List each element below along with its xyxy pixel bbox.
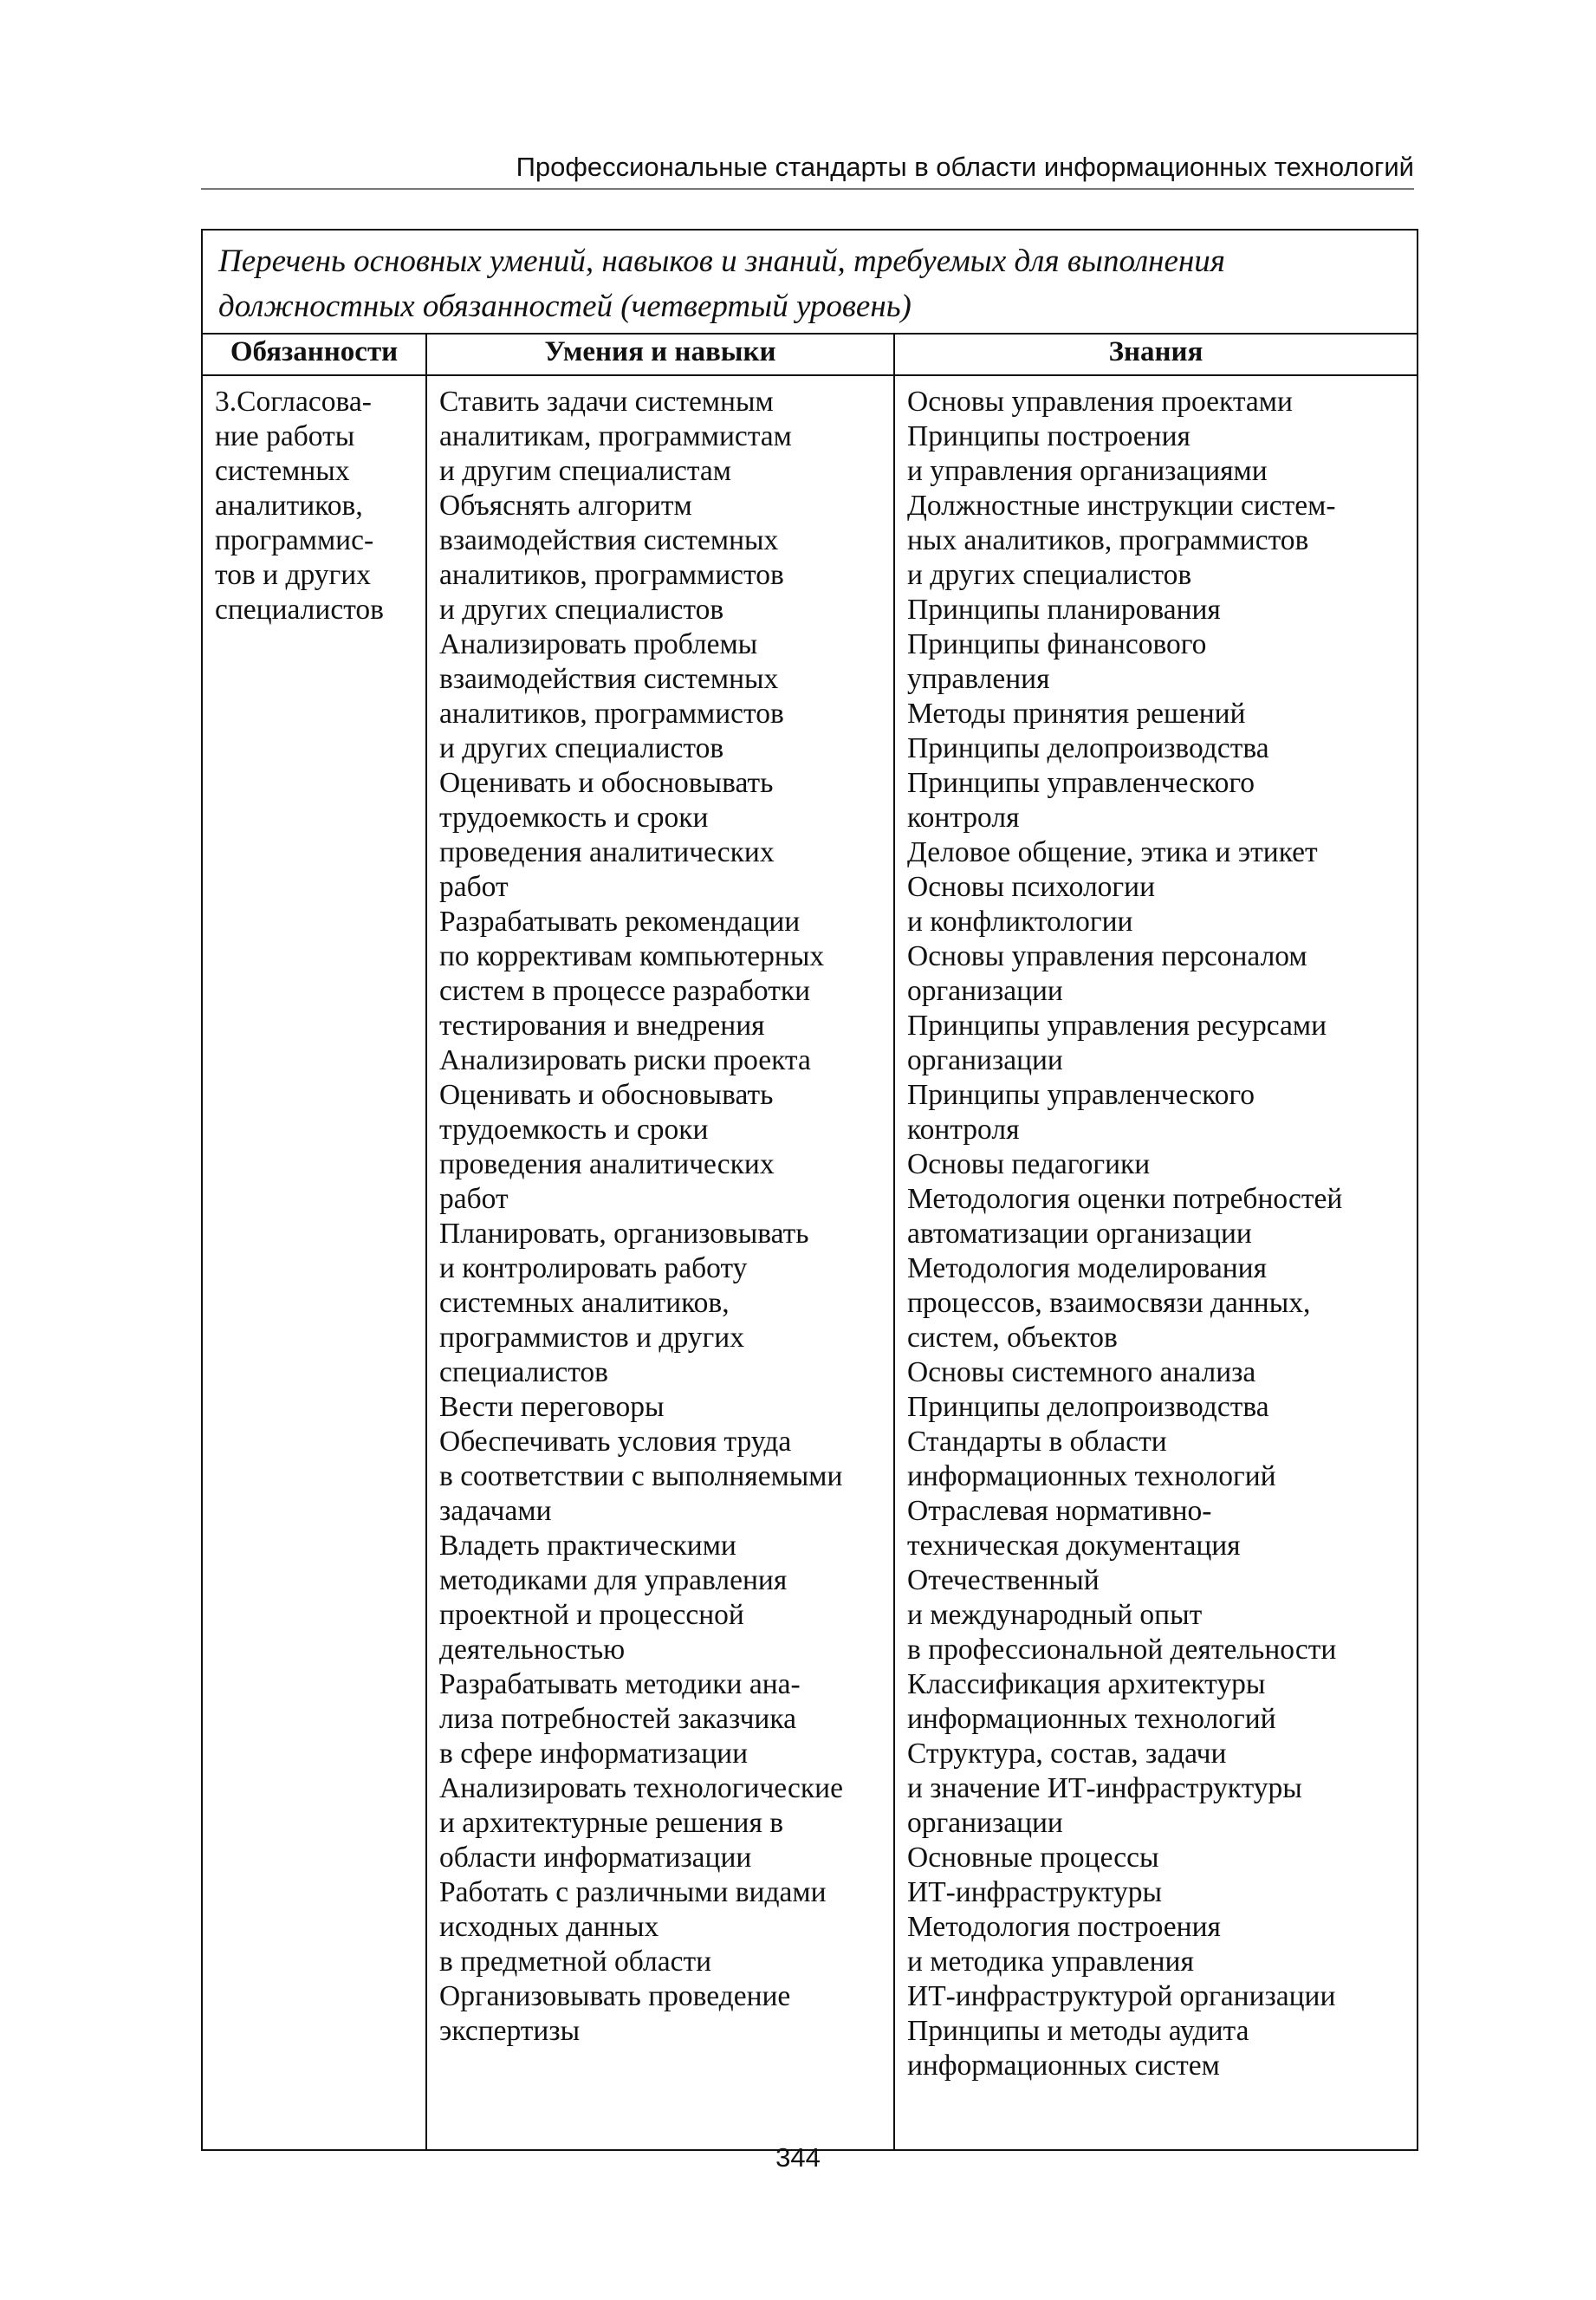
text-line: Принципы и методы аудита bbox=[907, 2015, 1249, 2047]
text-line: по коррективам компьютерных bbox=[439, 940, 825, 972]
text-line: работ bbox=[439, 1183, 509, 1215]
column-header-knowledge: Знания bbox=[894, 334, 1418, 375]
column-header-duties: Обязанности bbox=[202, 334, 426, 375]
skills-cell bbox=[426, 375, 894, 2150]
text-line: аналитикам, программистам bbox=[439, 420, 792, 452]
text-line: программис- bbox=[215, 524, 374, 556]
text-line: Вести переговоры bbox=[439, 1391, 665, 1423]
text-line: Стандарты в области bbox=[907, 1426, 1167, 1458]
text-line: Принципы управленческого bbox=[907, 767, 1255, 799]
text-line: и управления организациями bbox=[907, 455, 1268, 487]
text-line: и архитектурные решения в bbox=[439, 1807, 784, 1839]
text-line: 3.Согласова- bbox=[215, 386, 372, 418]
text-line: Обеспечивать условия труда bbox=[439, 1426, 792, 1458]
text-line: тов и других bbox=[215, 559, 371, 591]
text-line: Основы управления проектами bbox=[907, 386, 1293, 418]
text-line: в сфере информатизации bbox=[439, 1738, 749, 1770]
text-line: области информатизации bbox=[439, 1842, 752, 1874]
text-line: Работать с различными видами bbox=[439, 1876, 827, 1908]
text-line: системных аналитиков, bbox=[439, 1287, 730, 1319]
text-line: и международный опыт bbox=[907, 1599, 1203, 1631]
text-line: Принципы управленческого bbox=[907, 1079, 1255, 1111]
text-line: организации bbox=[907, 975, 1063, 1007]
text-line: системных bbox=[215, 455, 350, 487]
text-line: контроля bbox=[907, 802, 1020, 834]
text-line: Разрабатывать методики ана- bbox=[439, 1668, 801, 1700]
text-line: и других специалистов bbox=[439, 594, 724, 626]
text-line: Основы системного анализа bbox=[907, 1356, 1256, 1388]
text-line: Основы психологии bbox=[907, 871, 1156, 903]
text-line: и других специалистов bbox=[907, 559, 1192, 591]
text-line: Принципы делопроизводства bbox=[907, 732, 1269, 764]
text-line: информационных систем bbox=[907, 2050, 1220, 2082]
text-line: Методы принятия решений bbox=[907, 698, 1246, 730]
text-line: организации bbox=[907, 1044, 1063, 1076]
text-line: специалистов bbox=[439, 1356, 608, 1388]
text-line: методиками для управления bbox=[439, 1564, 788, 1596]
text-line: Оценивать и обосновывать bbox=[439, 767, 774, 799]
header-rule bbox=[201, 188, 1414, 190]
text-line: информационных технологий bbox=[907, 1703, 1276, 1735]
text-line: взаимодействия системных bbox=[439, 663, 779, 695]
text-line: трудоемкость и сроки bbox=[439, 802, 709, 834]
text-line: проведения аналитических bbox=[439, 836, 775, 868]
text-line: Объяснять алгоритм bbox=[439, 490, 692, 522]
column-header-skills: Умения и навыки bbox=[426, 334, 894, 375]
text-line: экспертизы bbox=[439, 2015, 581, 2047]
text-line: ных аналитиков, программистов bbox=[907, 524, 1309, 556]
text-line: Анализировать риски проекта bbox=[439, 1044, 811, 1076]
text-line: Методология построения bbox=[907, 1911, 1221, 1943]
text-line: в предметной области bbox=[439, 1946, 712, 1978]
text-line: Основы педагогики bbox=[907, 1148, 1151, 1180]
text-line: Анализировать проблемы bbox=[439, 628, 758, 660]
text-line: аналитиков, программистов bbox=[439, 559, 784, 591]
text-line: и другим специалистам bbox=[439, 455, 731, 487]
text-line: и значение ИТ-инфраструктуры bbox=[907, 1772, 1302, 1804]
page-number: 344 bbox=[775, 2142, 821, 2173]
text-line: программистов и других bbox=[439, 1322, 744, 1354]
table-caption: Перечень основных умений, навыков и знаний, требуемых для выполнения должностных обязанностей (четвертый уровень) bbox=[202, 230, 1418, 334]
text-line: систем, объектов bbox=[907, 1322, 1118, 1354]
text-line: Организовывать проведение bbox=[439, 1980, 791, 2012]
text-line: и других специалистов bbox=[439, 732, 724, 764]
text-line: автоматизации организации bbox=[907, 1218, 1252, 1250]
text-line: Принципы построения bbox=[907, 420, 1191, 452]
text-line: специалистов bbox=[215, 594, 384, 626]
text-line: исходных данных bbox=[439, 1911, 659, 1943]
text-line: информационных технологий bbox=[907, 1460, 1276, 1492]
text-line: и контролировать работу bbox=[439, 1252, 748, 1284]
text-line: Основы управления персоналом bbox=[907, 940, 1307, 972]
text-line: Принципы финансового bbox=[907, 628, 1207, 660]
text-line: аналитиков, bbox=[215, 490, 363, 522]
running-head: Профессиональные стандарты в области информационных технологий bbox=[516, 152, 1414, 182]
duties-cell bbox=[202, 375, 426, 2150]
text-line: в профессиональной деятельности bbox=[907, 1634, 1337, 1666]
text-line: Методология оценки потребностей bbox=[907, 1183, 1343, 1215]
text-line: ние работы bbox=[215, 420, 355, 452]
text-line: лиза потребностей заказчика bbox=[439, 1703, 796, 1735]
text-line: процессов, взаимосвязи данных, bbox=[907, 1287, 1311, 1319]
knowledge-cell bbox=[894, 375, 1418, 2150]
text-line: Планировать, организовывать bbox=[439, 1218, 809, 1250]
text-line: Принципы делопроизводства bbox=[907, 1391, 1269, 1423]
text-line: трудоемкость и сроки bbox=[439, 1114, 709, 1146]
text-line: Анализировать технологические bbox=[439, 1772, 843, 1804]
text-line: Отраслевая нормативно- bbox=[907, 1495, 1212, 1527]
text-line: Ставить задачи системным bbox=[439, 386, 774, 418]
text-line: проведения аналитических bbox=[439, 1148, 775, 1180]
text-line: задачами bbox=[439, 1495, 552, 1527]
text-line: тестирования и внедрения bbox=[439, 1010, 765, 1042]
text-line: ИТ-инфраструктуры bbox=[907, 1876, 1163, 1908]
text-line: Отечественный bbox=[907, 1564, 1100, 1596]
text-line: контроля bbox=[907, 1114, 1020, 1146]
text-line: систем в процессе разработки bbox=[439, 975, 811, 1007]
text-line: Должностные инструкции систем- bbox=[907, 490, 1336, 522]
text-line: Разрабатывать рекомендации bbox=[439, 906, 801, 938]
text-line: и методика управления bbox=[907, 1946, 1194, 1978]
text-line: взаимодействия системных bbox=[439, 524, 779, 556]
text-line: Принципы планирования bbox=[907, 594, 1221, 626]
text-line: проектной и процессной bbox=[439, 1599, 744, 1631]
standards-table bbox=[201, 229, 1418, 2151]
text-line: организации bbox=[907, 1807, 1063, 1839]
text-line: Владеть практическими bbox=[439, 1530, 736, 1562]
text-line: Оценивать и обосновывать bbox=[439, 1079, 774, 1111]
text-line: Деловое общение, этика и этикет bbox=[907, 836, 1318, 868]
text-line: аналитиков, программистов bbox=[439, 698, 784, 730]
text-line: в соответствии с выполняемыми bbox=[439, 1460, 843, 1492]
text-line: Принципы управления ресурсами bbox=[907, 1010, 1327, 1042]
text-line: Основные процессы bbox=[907, 1842, 1159, 1874]
text-line: работ bbox=[439, 871, 509, 903]
text-line: и конфликтологии bbox=[907, 906, 1133, 938]
text-line: деятельностью bbox=[439, 1634, 626, 1666]
text-line: Структура, состав, задачи bbox=[907, 1738, 1227, 1770]
text-line: Методология моделирования bbox=[907, 1252, 1268, 1284]
text-line: ИТ-инфраструктурой организации bbox=[907, 1980, 1336, 2012]
text-line: управления bbox=[907, 663, 1050, 695]
text-line: Классификация архитектуры bbox=[907, 1668, 1266, 1700]
text-line: техническая документация bbox=[907, 1530, 1241, 1562]
